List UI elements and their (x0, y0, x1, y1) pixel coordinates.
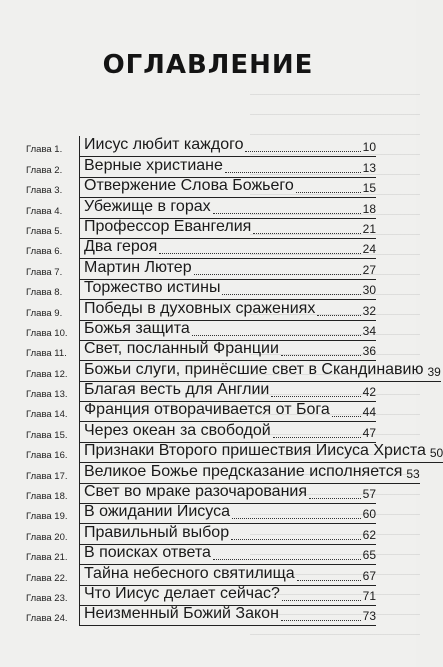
chapter-number: Глава 4. (26, 205, 63, 217)
chapter-title: Великое Божье предсказание исполняется (84, 462, 403, 480)
dot-leader (225, 171, 361, 173)
page-number: 50 (429, 446, 443, 461)
chapter-number: Глава 5. (26, 225, 63, 237)
page-title: ОГЛАВЛЕНИЕ (102, 50, 314, 80)
dot-leader (192, 334, 361, 336)
toc-row (26, 606, 376, 626)
chapter-number: Глава 22. (26, 572, 68, 584)
chapter-number: Глава 19. (26, 511, 68, 523)
toc-entry (79, 218, 376, 239)
page-number: 47 (362, 425, 376, 440)
toc-row (26, 524, 376, 544)
chapter-title: Франция отворачивается от Бога (84, 401, 330, 419)
toc-row (26, 137, 376, 157)
page-number: 60 (362, 507, 376, 522)
chapter-title: Иисус любит каждого (84, 136, 244, 154)
chapter-title: Два героя (84, 238, 158, 256)
dot-leader (282, 599, 361, 601)
dot-leader (332, 415, 361, 417)
dot-leader (309, 497, 361, 499)
toc-entry (79, 463, 420, 484)
toc-entry (79, 483, 376, 504)
toc-entry (79, 361, 441, 382)
chapter-title: Тайна небесного святилища (84, 564, 295, 582)
page-number: 10 (362, 140, 376, 155)
toc-entry (79, 544, 376, 565)
dot-leader (281, 619, 361, 621)
toc-entry (79, 605, 376, 626)
toc-entry (79, 157, 376, 178)
dot-leader (213, 212, 361, 214)
toc-row (26, 360, 441, 381)
dot-leader (281, 354, 361, 356)
toc-entry (79, 238, 376, 259)
toc-entry (79, 198, 376, 219)
chapter-number: Глава 6. (26, 246, 63, 258)
toc-entry (79, 320, 376, 341)
toc-row (26, 157, 376, 177)
chapter-number: Глава 2. (26, 164, 63, 176)
toc-row (26, 545, 376, 565)
toc-row (26, 198, 376, 218)
toc-entry (79, 340, 376, 361)
page-number: 67 (362, 568, 376, 583)
toc-entry (79, 401, 376, 422)
toc-entry (79, 136, 376, 157)
chapter-number: Глава 3. (26, 185, 63, 197)
chapter-title: Свет во мраке разочарования (84, 483, 308, 501)
page-number: 24 (362, 242, 376, 257)
chapter-number: Глава 10. (26, 327, 68, 339)
toc-row (26, 321, 376, 341)
chapter-title: Торжество истины (84, 279, 221, 297)
page-number: 57 (362, 487, 376, 502)
toc-row (26, 442, 443, 463)
toc-entry (79, 585, 376, 606)
chapter-number: Глава 8. (26, 287, 63, 299)
chapter-number: Глава 14. (26, 409, 68, 421)
chapter-number: Глава 16. (26, 450, 68, 462)
toc-row (26, 565, 376, 585)
chapter-title: Убежище в горах (84, 197, 211, 215)
chapter-title: Благая весть для Англии (84, 381, 270, 399)
toc-entry (79, 177, 376, 198)
chapter-title: Мартин Лютер (84, 258, 192, 276)
toc-entry (79, 503, 376, 524)
page-number: 36 (362, 344, 376, 359)
toc-entry (79, 524, 376, 545)
chapter-number: Глава 18. (26, 491, 68, 503)
toc-row (26, 586, 376, 606)
dot-leader (231, 538, 361, 540)
dot-leader (271, 395, 360, 397)
page-number: 13 (362, 160, 376, 175)
chapter-number: Глава 23. (26, 592, 68, 604)
toc-row (26, 504, 376, 524)
page-number: 62 (362, 527, 376, 542)
page-number: 18 (362, 201, 376, 216)
toc-row (26, 300, 376, 320)
toc-entry (79, 259, 376, 280)
page-number: 53 (406, 466, 420, 481)
toc-row (26, 341, 376, 361)
chapter-title: Верные христиане (84, 156, 223, 174)
dot-leader (194, 273, 361, 275)
page-number: 44 (362, 405, 376, 420)
chapter-number: Глава 21. (26, 552, 68, 564)
chapter-number: Глава 20. (26, 531, 68, 543)
page-number: 15 (362, 181, 376, 196)
chapter-title: Победы в духовных сражениях (84, 299, 316, 317)
toc-entry (79, 381, 376, 402)
page-number: 39 (427, 364, 441, 379)
chapter-title: Божьи слуги, принёсшие свет в Скандинавию (84, 360, 424, 378)
chapter-number: Глава 1. (26, 144, 63, 156)
chapter-title: Правильный выбор (84, 523, 230, 541)
chapter-title: Признаки Второго пришествия Иисуса Христа (84, 442, 426, 460)
chapter-number: Глава 12. (26, 368, 68, 380)
toc-row (26, 219, 376, 239)
page-number: 71 (362, 588, 376, 603)
toc-row (26, 280, 376, 300)
chapter-title: Профессор Евангелия (84, 217, 252, 235)
chapter-number: Глава 13. (26, 389, 68, 401)
dot-leader (273, 436, 361, 438)
chapter-title: Отвержение Слова Божьего (84, 177, 294, 195)
page-number: 27 (362, 262, 376, 277)
dot-leader (253, 232, 360, 234)
toc-row (26, 462, 420, 483)
toc-row (26, 422, 376, 442)
chapter-title: В ожидании Иисуса (84, 503, 231, 521)
chapter-number: Глава 7. (26, 266, 63, 278)
dot-leader (245, 150, 360, 152)
dot-leader (222, 293, 360, 295)
chapter-number: Глава 24. (26, 613, 68, 625)
chapter-title: Божья защита (84, 319, 190, 337)
toc-entry (79, 422, 376, 443)
toc-row (26, 239, 376, 259)
dot-leader (296, 191, 361, 193)
page-number: 73 (362, 609, 376, 624)
toc-row (26, 484, 376, 504)
chapter-number: Глава 15. (26, 429, 68, 441)
chapter-title: Свет, посланный Франции (84, 340, 279, 358)
table-of-contents (26, 136, 443, 626)
chapter-title: Что Иисус делает сейчас? (84, 584, 280, 602)
chapter-title: В поисках ответа (84, 544, 211, 562)
toc-row (26, 382, 376, 402)
page-number: 34 (362, 323, 376, 338)
toc-entry (79, 300, 376, 321)
dot-leader (232, 517, 361, 519)
dot-leader (317, 314, 360, 316)
chapter-number: Глава 11. (26, 348, 67, 360)
page-number: 42 (362, 385, 376, 400)
chapter-title: Через океан за свободой (84, 421, 271, 439)
toc-row (26, 259, 376, 279)
chapter-number: Глава 9. (26, 307, 63, 319)
toc-row (26, 402, 376, 422)
dot-leader (213, 558, 361, 560)
page-number: 21 (362, 221, 376, 236)
page-number: 32 (362, 303, 376, 318)
page-number: 30 (362, 283, 376, 298)
toc-entry (79, 442, 443, 463)
page-number: 65 (362, 548, 376, 563)
dot-leader (159, 252, 360, 254)
toc-entry (79, 279, 376, 300)
chapter-number: Глава 17. (26, 470, 68, 482)
toc-row (26, 178, 376, 198)
chapter-title: Неизменный Божий Закон (84, 605, 279, 623)
dot-leader (297, 579, 361, 581)
toc-entry (79, 565, 376, 586)
